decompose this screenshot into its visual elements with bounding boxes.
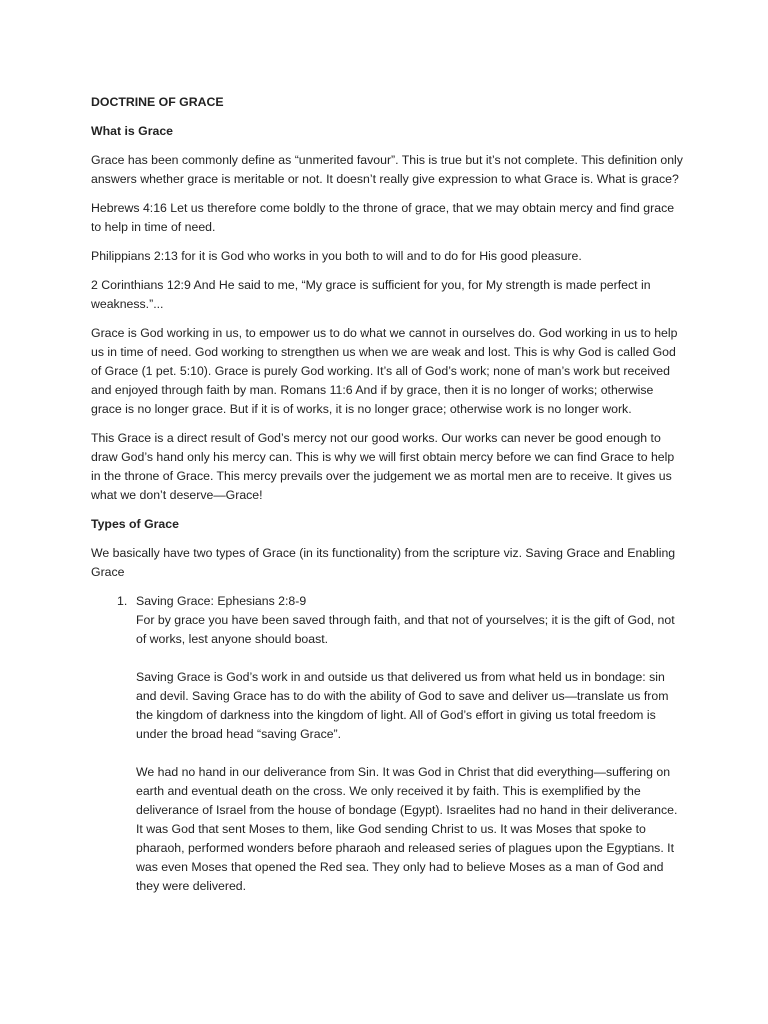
paragraph-mercy: This Grace is a direct result of God’s mercy not our good works. Our works can never be good enough to draw God’s hand only his mercy can. This is why we will first obtain mercy before we can find Grace to help in the throne of Grace. This mercy prevails over the judgement we as mortal men are to receive. It gives us what we don’t deserve—Grace! — [91, 431, 675, 502]
list-item-paragraph-saving-grace: Saving Grace is God’s work in and outside us that delivered us from what held us in bondage: sin and devil. Saving Grace has to do with the ability of God to save and deliver us—translate us from the kingdom of darkness into the kingdom of light. All of God’s effort in giving us total freedom is under the broad head “saving Grace”. — [136, 670, 669, 741]
list-item-paragraph-deliverance: We had no hand in our deliverance from Sin. It was God in Christ that did everything—suffering on earth and eventual death on the cross. We only received it by faith. This is exemplified by the deliverance of Israel from the house of bondage (Egypt). Israelites had no hand in their deliverance. It was God that sent Moses to them, like God sending Christ to us. It was Moses that spoke to pharaoh, performed wonders before pharaoh and released series of plagues upon the Egyptians. It was even Moses that opened the Red sea. They only had to believe Moses as a man of God and they were delivered. — [136, 765, 678, 893]
document-page — [91, 93, 687, 896]
section-heading-types-of-grace: Types of Grace — [91, 517, 179, 531]
paragraph-definition: Grace has been commonly define as “unmerited favour”. This is true but it’s not complete. This definition only answers whether grace is meritable or not. It doesn’t really give expression to what Grace is. What is grace? — [91, 153, 683, 186]
list-item-title: Saving Grace: Ephesians 2:8-9 — [136, 594, 307, 608]
list-item-verse: For by grace you have been saved through faith, and that not of yourselves; it is the gift of God, not of works, lest anyone should boast. — [136, 613, 675, 646]
grace-types-list — [91, 592, 687, 896]
list-item-saving-grace — [91, 592, 687, 896]
paragraph-philippians: Philippians 2:13 for it is God who works in you both to will and to do for His good pleasure. — [91, 249, 582, 263]
paragraph-types-intro: We basically have two types of Grace (in its functionality) from the scripture viz. Saving Grace and Enabling Grace — [91, 546, 676, 579]
paragraph-god-working: Grace is God working in us, to empower us to do what we cannot in ourselves do. God working in us to help us in time of need. God working to strengthen us when we are weak and lost. This is why God is called God of Grace (1 pet. 5:10). Grace is purely God working. It’s all of God’s work; none of man’s work but received and enjoyed through faith by man. Romans 11:6 And if by grace, then it is no longer of works; otherwise grace is no longer grace. But if it is of works, it is no longer grace; otherwise work is no longer work. — [91, 326, 678, 416]
section-heading-what-is-grace: What is Grace — [91, 124, 174, 138]
document-title: DOCTRINE OF GRACE — [91, 95, 224, 109]
paragraph-hebrews: Hebrews 4:16 Let us therefore come boldly to the throne of grace, that we may obtain mercy and find grace to help in time of need. — [91, 201, 675, 234]
list-item-number: 1. — [117, 594, 128, 608]
paragraph-corinthians: 2 Corinthians 12:9 And He said to me, “My grace is sufficient for you, for My strength is made perfect in weakness.”... — [91, 278, 651, 311]
